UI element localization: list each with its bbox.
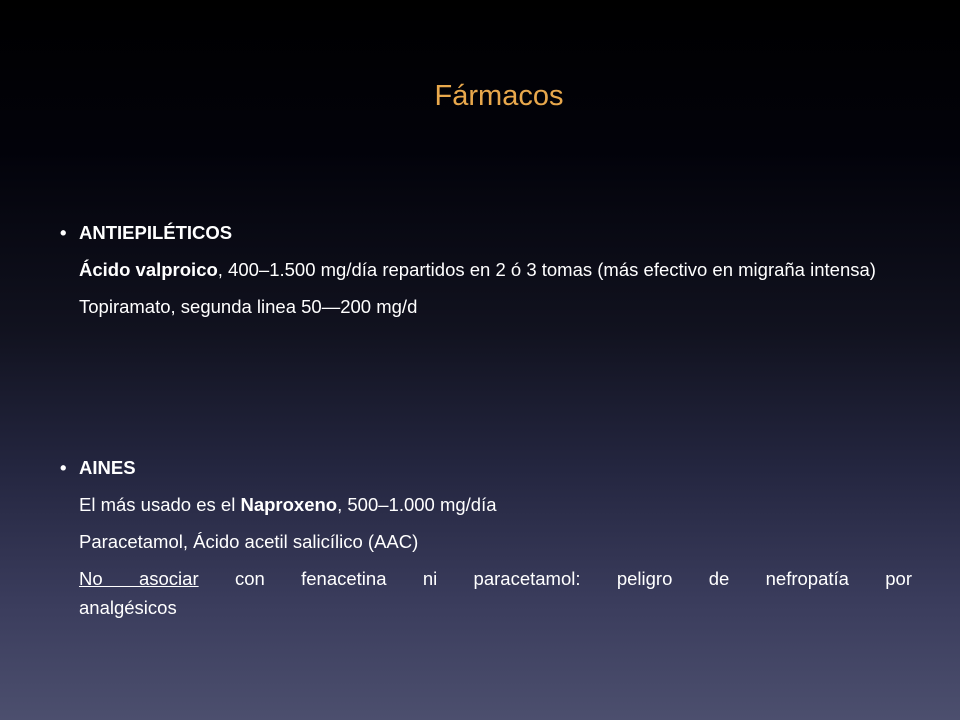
item-text: analgésicos [79, 597, 177, 618]
heading-text: AINES [79, 457, 136, 478]
section-heading [60, 453, 912, 482]
list-item [60, 527, 912, 556]
item-text: Topiramato, segunda linea 50—200 mg/d [79, 296, 418, 317]
section-aines [60, 453, 912, 622]
bullet-icon: • [60, 457, 67, 478]
heading-text: ANTIEPILÉTICOS [79, 222, 233, 243]
section-antiepilepticos [60, 218, 912, 321]
list-item [60, 255, 912, 284]
list-item-continuation [60, 593, 912, 622]
slide-title: Fármacos [434, 80, 564, 112]
item-text: , 500–1.000 mg/día [337, 494, 497, 515]
list-item [60, 292, 912, 321]
list-item [60, 564, 912, 593]
item-prefix: El más usado es el [79, 494, 241, 515]
list-item [60, 490, 912, 519]
item-text: , 400–1.500 mg/día repartidos en 2 ó 3 tomas (más efectivo en migraña intensa) [217, 259, 876, 280]
item-text: Paracetamol, Ácido acetil salicílico (AAC) [79, 531, 419, 552]
item-text: con fenacetina ni paracetamol: peligro de nefropatía por [198, 568, 912, 589]
section-heading [60, 218, 912, 247]
bullet-icon: • [60, 222, 67, 243]
drug-name: Ácido valproico [79, 259, 218, 280]
drug-name: Naproxeno [240, 494, 338, 515]
warning-emphasis: No asociar [79, 568, 199, 589]
